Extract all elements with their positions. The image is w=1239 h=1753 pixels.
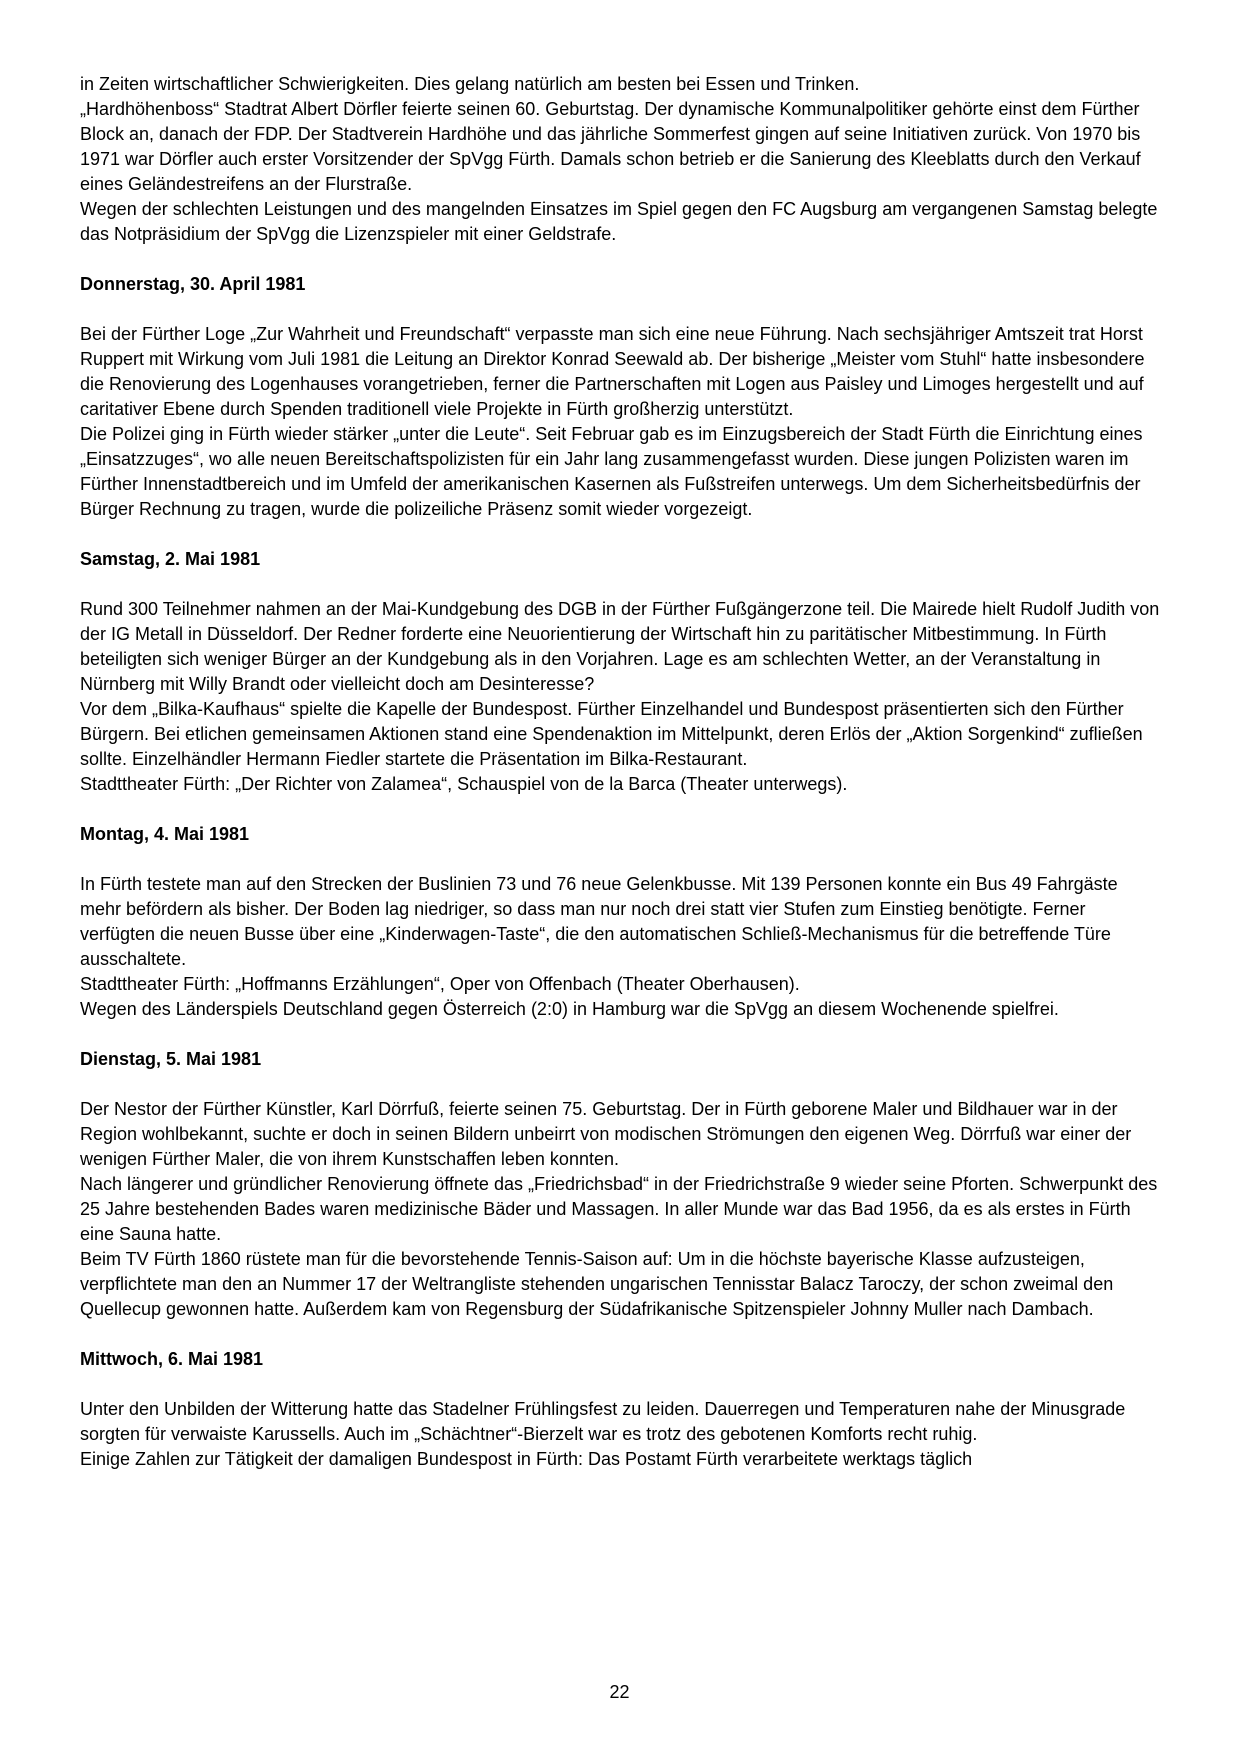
document-body bbox=[80, 72, 1160, 1472]
paragraph: Stadttheater Fürth: „Der Richter von Zalamea“, Schauspiel von de la Barca (Theater unterwegs). bbox=[80, 774, 848, 794]
paragraph: Nach längerer und gründlicher Renovierung öffnete das „Friedrichsbad“ in der Friedrichstraße 9 wieder seine Pforten. Schwerpunkt des 25 Jahre bestehenden Bades waren medizinische Bäder und Massagen. In aller Munde war das Bad 1956, da es als erstes in Fürth eine Sauna hatte. bbox=[80, 1174, 1158, 1244]
paragraph: Stadttheater Fürth: „Hoffmanns Erzählungen“, Oper von Offenbach (Theater Oberhausen). bbox=[80, 974, 800, 994]
section-heading: Samstag, 2. Mai 1981 bbox=[80, 549, 261, 569]
paragraph: in Zeiten wirtschaftlicher Schwierigkeiten. Dies gelang natürlich am besten bei Essen und Trinken. bbox=[80, 74, 860, 94]
section-heading: Mittwoch, 6. Mai 1981 bbox=[80, 1349, 264, 1369]
paragraph: Wegen des Länderspiels Deutschland gegen Österreich (2:0) in Hamburg war die SpVgg an diesem Wochenende spielfrei. bbox=[80, 999, 1059, 1019]
paragraph: Die Polizei ging in Fürth wieder stärker „unter die Leute“. Seit Februar gab es im Einzugsbereich der Stadt Fürth die Einrichtung eines „Einsatzzuges“, wo alle neuen Bereitschaftspolizisten für ein Jahr lang zusammengefasst wurden. Diese jungen Polizisten waren im Fürther Innenstadtbereich und im Umfeld der amerikanischen Kasernen als Fußstreifen unterwegs. Um dem Sicherheitsbedürfnis der Bürger Rechnung zu tragen, wurde die polizeiliche Präsenz somit wieder vorgezeigt. bbox=[80, 424, 1143, 519]
paragraph: Wegen der schlechten Leistungen und des mangelnden Einsatzes im Spiel gegen den FC Augsburg am vergangenen Samstag belegte das Notpräsidium der SpVgg die Lizenzspieler mit einer Geldstrafe. bbox=[80, 199, 1158, 244]
section-heading: Dienstag, 5. Mai 1981 bbox=[80, 1049, 262, 1069]
page-number: 22 bbox=[609, 1682, 630, 1702]
paragraph: In Fürth testete man auf den Strecken der Buslinien 73 und 76 neue Gelenkbusse. Mit 139 Personen konnte ein Bus 49 Fahrgäste mehr befördern als bisher. Der Boden lag niedriger, so dass man nur noch drei statt vier Stufen zum Einstieg benötigte. Ferner verfügten die neuen Busse über eine „Kinderwagen-Taste“, die den automatischen Schließ-Mechanismus für die betreffende Türe ausschaltete. bbox=[80, 874, 1118, 969]
paragraph: Einige Zahlen zur Tätigkeit der damaligen Bundespost in Fürth: Das Postamt Fürth verarbeitete werktags täglich bbox=[80, 1449, 973, 1469]
paragraph: Unter den Unbilden der Witterung hatte das Stadelner Frühlingsfest zu leiden. Dauerregen und Temperaturen nahe der Minusgrade sorgten für verwaiste Karussells. Auch im „Schächtner“-Bierzelt war es trotz des gebotenen Komforts recht ruhig. bbox=[80, 1399, 1126, 1444]
section-heading: Donnerstag, 30. April 1981 bbox=[80, 274, 306, 294]
paragraph: Rund 300 Teilnehmer nahmen an der Mai-Kundgebung des DGB in der Fürther Fußgängerzone teil. Die Mairede hielt Rudolf Judith von der IG Metall in Düsseldorf. Der Redner forderte eine Neuorientierung der Wirtschaft hin zu paritätischer Mitbestimmung. In Fürth beteiligten sich weniger Bürger an der Kundgebung als in den Vorjahren. Lage es am schlechten Wetter, an der Veranstaltung in Nürnberg mit Willy Brandt oder vielleicht doch am Desinteresse? bbox=[80, 599, 1160, 694]
paragraph: Beim TV Fürth 1860 rüstete man für die bevorstehende Tennis-Saison auf: Um in die höchste bayerische Klasse aufzusteigen, verpflichtete man den an Nummer 17 der Weltrangliste stehenden ungarischen Tennisstar Balacz Taroczy, der schon zweimal den Quellecup gewonnen hatte. Außerdem kam von Regensburg der Südafrikanische Spitzenspieler Johnny Muller nach Dambach. bbox=[80, 1249, 1114, 1319]
paragraph: „Hardhöhenboss“ Stadtrat Albert Dörfler feierte seinen 60. Geburtstag. Der dynamische Kommunalpolitiker gehörte einst dem Fürther Block an, danach der FDP. Der Stadtverein Hardhöhe und das jährliche Sommerfest gingen auf seine Initiativen zurück. Von 1970 bis 1971 war Dörfler auch erster Vorsitzender der SpVgg Fürth. Damals schon betrieb er die Sanierung des Kleeblatts durch den Verkauf eines Geländestreifens an der Flurstraße. bbox=[80, 99, 1141, 194]
section-heading: Montag, 4. Mai 1981 bbox=[80, 824, 250, 844]
paragraph: Der Nestor der Fürther Künstler, Karl Dörrfuß, feierte seinen 75. Geburtstag. Der in Fürth geborene Maler und Bildhauer war in der Region wohlbekannt, suchte er doch in seinen Bildern unbeirrt von modischen Strömungen den eigenen Weg. Dörrfuß war einer der wenigen Fürther Maler, die von ihrem Kunstschaffen leben konnten. bbox=[80, 1099, 1132, 1169]
paragraph: Bei der Fürther Loge „Zur Wahrheit und Freundschaft“ verpasste man sich eine neue Führung. Nach sechsjähriger Amtszeit trat Horst Ruppert mit Wirkung vom Juli 1981 die Leitung an Direktor Konrad Seewald ab. Der bisherige „Meister vom Stuhl“ hatte insbesondere die Renovierung des Logenhauses vorangetrieben, ferner die Partnerschaften mit Logen aus Paisley und Limoges hergestellt und auf caritativer Ebene durch Spenden traditionell viele Projekte in Fürth großherzig unterstützt. bbox=[80, 324, 1145, 419]
paragraph: Vor dem „Bilka-Kaufhaus“ spielte die Kapelle der Bundespost. Fürther Einzelhandel und Bundespost präsentierten sich den Fürther Bürgern. Bei etlichen gemeinsamen Aktionen stand eine Spendenaktion im Mittelpunkt, deren Erlös der „Aktion Sorgenkind“ zufließen sollte. Einzelhändler Hermann Fiedler startete die Präsentation im Bilka-Restaurant. bbox=[80, 699, 1143, 769]
